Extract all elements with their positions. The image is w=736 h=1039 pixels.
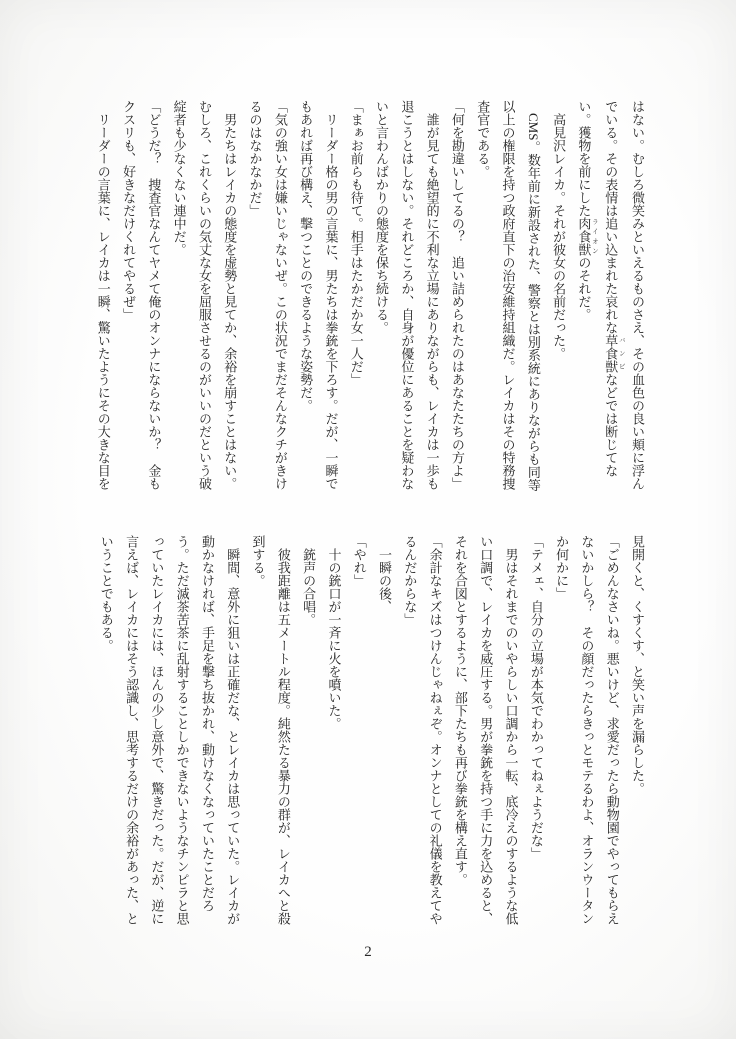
text-line: リーダーの言葉に、レイカは一瞬、驚いたようにその大きな目を	[95, 100, 111, 490]
text-line: いうことでもある。	[98, 535, 114, 652]
text-line: っていたレイカには、ほんの少し意外で、驚きだった。だが、逆に	[149, 535, 165, 925]
text-line: 退こうとはしない。それどころか、自身が優位にあることを疑わな	[399, 100, 415, 490]
text-line: 「ごめんなさいね。悪いけど、求愛だったら動物園でやってもらえ	[604, 535, 620, 925]
text-line: 男たちはレイカの態度を虚勢と見てか、余裕を崩すことはない。	[222, 100, 238, 490]
text-line: 高見沢レイカ。それが彼女の名前だった。	[551, 100, 567, 360]
page-number: 2	[364, 944, 372, 960]
text-line: いと言わんばかりの態度を保ち続ける。	[374, 100, 390, 334]
ruby-annotated-word: 草食獣 バンビ	[603, 334, 625, 373]
text-line: 「どうだ？ 捜査官なんてヤメて俺のオンナにならないか？ 金も	[146, 100, 162, 490]
text-line: リーダー格の男の言葉に、男たちは拳銃を下ろす。だが、一瞬で	[323, 100, 339, 490]
text-line: 言えば、レイカにはそう認識し、思考するだけの余裕があった、と	[124, 535, 140, 925]
text-line: CMS。数年前に新設された、警察とは別系統にありながらも同等	[525, 100, 541, 492]
text-line: 銃声の合唱。	[301, 535, 317, 626]
text-line: 「まぁお前らも待て。相手はたかだか女一人だ」	[348, 100, 364, 386]
text-line: クスリも、好きなだけくれてやるぜ」	[121, 100, 137, 321]
text-line: 誰が見ても絶望的に不利な立場にありながらも、レイカは一歩も	[424, 100, 440, 490]
text-line: 彼我距離は五メートル程度。純然たる暴力の群が、レイカへと殺	[275, 535, 291, 925]
text-line: 「やれ」	[351, 535, 367, 587]
text-line: るんだからな」	[402, 535, 418, 626]
text-line: 瞬間、意外に狙いは正確だな、とレイカは思っていた。レイカが	[225, 535, 241, 925]
text-line: 「テメェ、自分の立場が本気でわかってねぇようだな」	[528, 535, 544, 860]
text-line: 「何を勘違いしてるの？ 追い詰められたのはあなたたちの方よ」	[449, 100, 465, 490]
text-line: 「余計なキズはつけんじゃねぇぞ。オンナとしての礼儀を教えてや	[427, 535, 443, 925]
text-line: 一瞬の後、	[377, 535, 393, 613]
text-line: い。獲物を前にした肉食獣 ライオンのそれだ。	[576, 100, 598, 321]
text-line: 「気の強い女は嫌いじゃないぜ。この状況でまだそんなクチがきけ	[272, 100, 288, 490]
text-line: 綻者も少なくない連中だ。	[171, 100, 187, 256]
text-line: 査官である。	[475, 100, 491, 178]
text-line: もあれば再び構え、撃つことのできるような姿勢だ。	[298, 100, 314, 412]
text-block-bottom	[93, 535, 650, 929]
text-line: か何かに」	[554, 535, 570, 600]
text-line: 十の銃口が一斉に火を噴いた。	[326, 535, 342, 730]
text-line: い口調で、レイカを威圧する。男が拳銃を持つ手に力を込めると、	[478, 535, 494, 925]
text-line: 男はそれまでのいやらしい口調から一転、底冷えのするような低	[503, 535, 519, 925]
text-line: はない。むしろ微笑みといえるものさえ、その血色の良い頬に浮ん	[630, 100, 645, 490]
text-line: むしろ、これくらいの気丈な女を屈服させるのがいいのだという破	[196, 100, 212, 490]
text-line: 見開くと、くすくす、と笑い声を漏らした。	[630, 535, 645, 795]
text-block-top	[90, 100, 650, 494]
text-line: う。ただ滅茶苦茶に乱射することしかできないようなチンピラと思	[174, 535, 190, 925]
text-line: 以上の権限を持つ政府直下の治安維持組織だ。レイカはその特務捜	[500, 100, 516, 490]
text-line: 到する。	[250, 535, 266, 587]
text-line: それを合図とするように、部下たちも再び拳銃を構え直す。	[452, 535, 468, 886]
text-line: 動かなければ、手足を撃ち抜かれ、動けなくなっていたことだろ	[199, 535, 215, 912]
text-line: ないかしら？ その顔だったらきっとモテるわよ、オランウータン	[579, 535, 595, 925]
ruby-annotated-word: 肉食獣 ライオン	[576, 217, 598, 256]
text-line: るのはなかなかだ」	[247, 100, 263, 217]
text-line: でいる。その表情は追い込まれた哀れな草食獣 バンビなどでは断じてな	[603, 100, 625, 477]
